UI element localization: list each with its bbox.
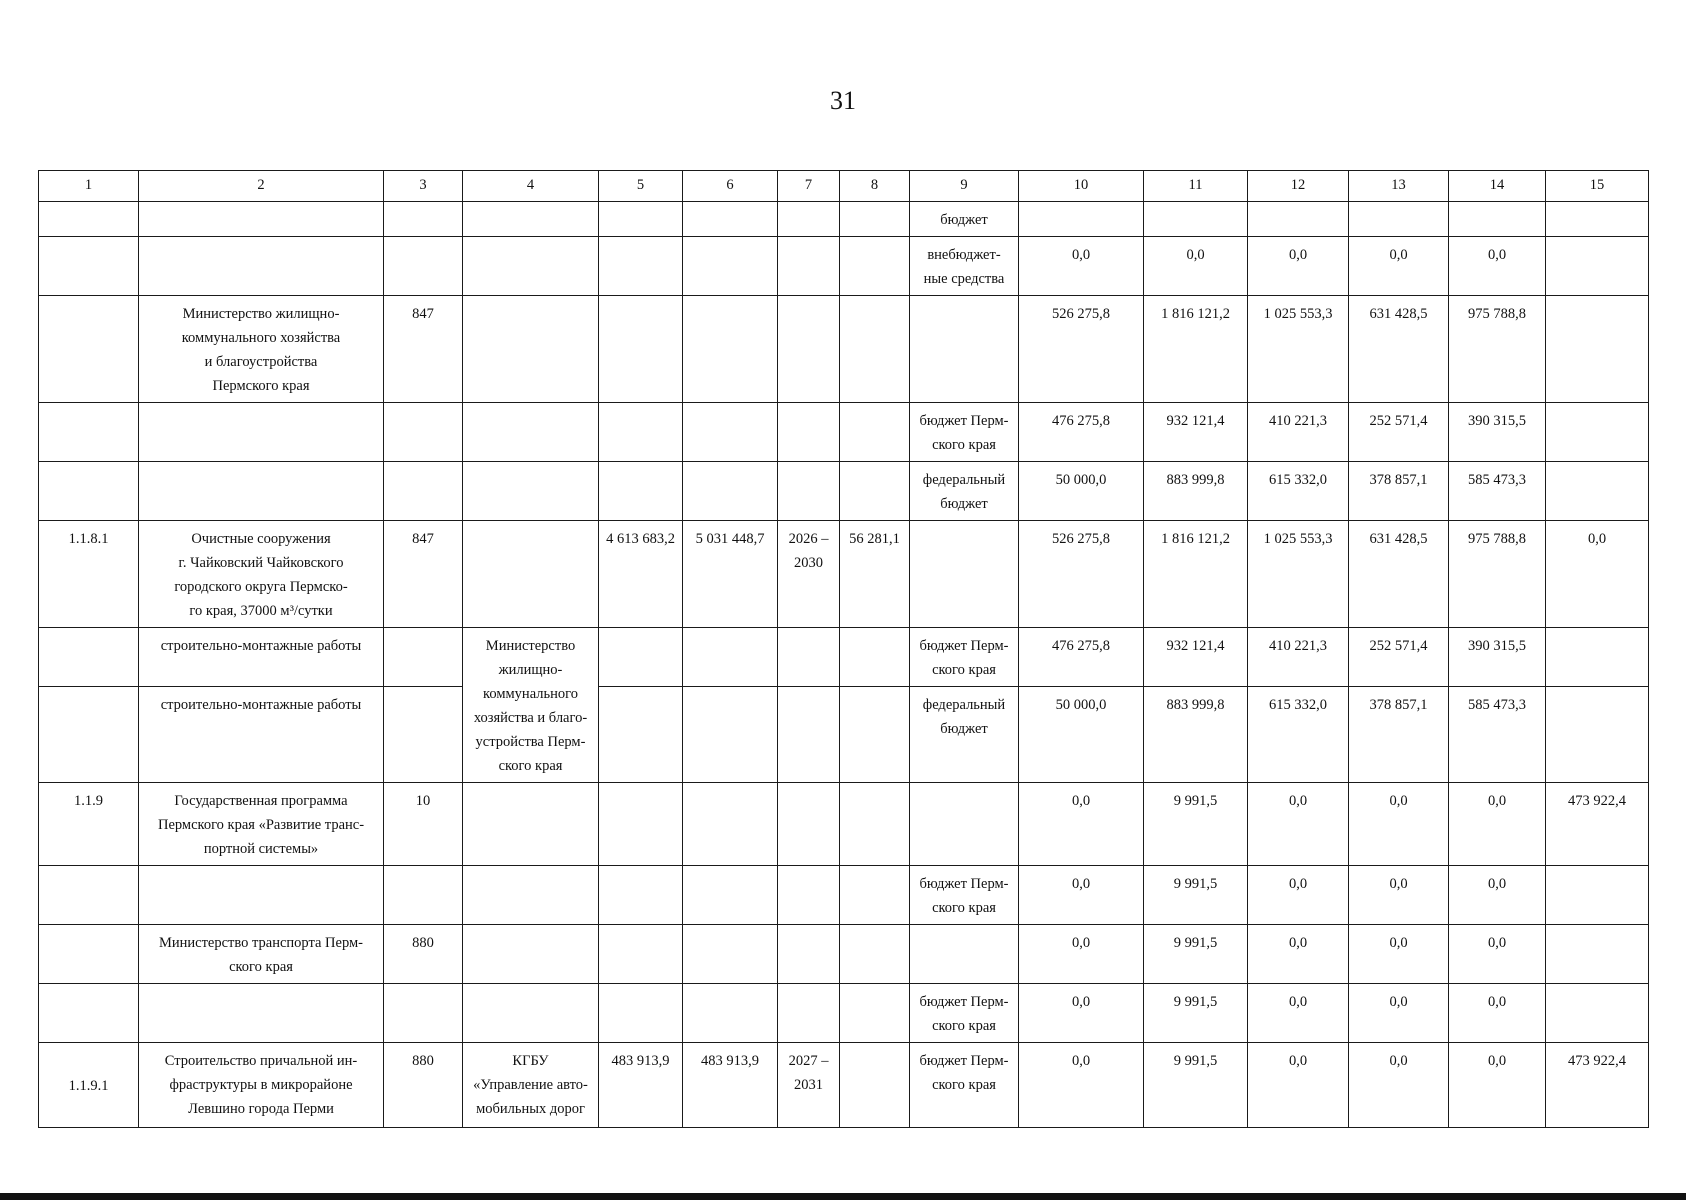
item-number-cell [39, 403, 139, 462]
column-number: 4 [463, 171, 599, 202]
item-name-cell [139, 237, 384, 296]
value-cell: 9 991,5 [1144, 984, 1248, 1043]
period-cell [778, 783, 840, 866]
value-cell [1546, 403, 1649, 462]
value-cell: 883 999,8 [1144, 462, 1248, 521]
cost-cell [683, 202, 778, 237]
value-cell: 50 000,0 [1019, 462, 1144, 521]
column-number: 11 [1144, 171, 1248, 202]
item-name-cell [139, 462, 384, 521]
customer-cell [463, 237, 599, 296]
cost-cell [683, 237, 778, 296]
estimated-cost-cell: 4 613 683,2 [599, 521, 683, 628]
item-number-cell [39, 202, 139, 237]
item-number-cell [39, 628, 139, 687]
value-cell: 0,0 [1019, 984, 1144, 1043]
value-cell [1546, 237, 1649, 296]
value-cell: 0,0 [1449, 1043, 1546, 1128]
period-cell: 2026 – 2030 [778, 521, 840, 628]
item-name-cell [139, 984, 384, 1043]
cost-cell [683, 925, 778, 984]
cost-cell: 5 031 448,7 [683, 521, 778, 628]
customer-cell [463, 462, 599, 521]
column-number: 14 [1449, 171, 1546, 202]
period-cell [778, 687, 840, 783]
remaining-cell [840, 925, 910, 984]
value-cell: 1 816 121,2 [1144, 296, 1248, 403]
item-name-cell: Государственная программа Пермского края «Развитие транс- портной системы» [139, 783, 384, 866]
estimated-cost-cell [599, 462, 683, 521]
value-cell: 0,0 [1248, 866, 1349, 925]
remaining-cell [840, 202, 910, 237]
column-number: 13 [1349, 171, 1449, 202]
value-cell [1449, 202, 1546, 237]
estimated-cost-cell [599, 925, 683, 984]
item-name-cell: Министерство транспорта Перм- ского края [139, 925, 384, 984]
value-cell: 410 221,3 [1248, 628, 1349, 687]
value-cell: 932 121,4 [1144, 628, 1248, 687]
value-cell [1019, 202, 1144, 237]
table-row [39, 1043, 1649, 1128]
item-name-cell: строительно-монтажные работы [139, 687, 384, 783]
value-cell: 0,0 [1248, 925, 1349, 984]
value-cell: 0,0 [1144, 237, 1248, 296]
remaining-cell [840, 1043, 910, 1128]
value-cell: 0,0 [1019, 925, 1144, 984]
table-row [39, 521, 1649, 628]
value-cell: 410 221,3 [1248, 403, 1349, 462]
remaining-cell: 56 281,1 [840, 521, 910, 628]
item-number-cell: 1.1.8.1 [39, 521, 139, 628]
value-cell: 0,0 [1248, 984, 1349, 1043]
code-cell: 847 [384, 296, 463, 403]
value-cell: 0,0 [1349, 237, 1449, 296]
period-cell [778, 866, 840, 925]
column-number: 5 [599, 171, 683, 202]
estimated-cost-cell [599, 628, 683, 687]
value-cell [1248, 202, 1349, 237]
value-cell: 526 275,8 [1019, 521, 1144, 628]
value-cell: 883 999,8 [1144, 687, 1248, 783]
remaining-cell [840, 237, 910, 296]
item-number-cell [39, 296, 139, 403]
customer-cell [463, 202, 599, 237]
table-header-row [39, 171, 1649, 202]
customer-cell [463, 866, 599, 925]
customer-cell [463, 296, 599, 403]
customer-cell [463, 984, 599, 1043]
cost-cell [683, 687, 778, 783]
code-cell [384, 866, 463, 925]
item-number-cell [39, 984, 139, 1043]
cost-cell: 483 913,9 [683, 1043, 778, 1128]
customer-cell [463, 403, 599, 462]
funding-source-cell: бюджет [910, 202, 1019, 237]
value-cell: 0,0 [1449, 783, 1546, 866]
value-cell: 0,0 [1248, 237, 1349, 296]
value-cell: 9 991,5 [1144, 925, 1248, 984]
value-cell: 1 816 121,2 [1144, 521, 1248, 628]
column-number: 8 [840, 171, 910, 202]
column-number: 10 [1019, 171, 1144, 202]
value-cell: 0,0 [1019, 1043, 1144, 1128]
value-cell: 526 275,8 [1019, 296, 1144, 403]
value-cell: 252 571,4 [1349, 403, 1449, 462]
value-cell: 473 922,4 [1546, 1043, 1649, 1128]
table-row [39, 628, 1649, 687]
funding-source-cell: бюджет Перм- ского края [910, 984, 1019, 1043]
item-name-cell [139, 202, 384, 237]
funding-source-cell: бюджет Перм- ского края [910, 403, 1019, 462]
code-cell: 10 [384, 783, 463, 866]
value-cell: 1 025 553,3 [1248, 521, 1349, 628]
item-number-cell [39, 687, 139, 783]
code-cell [384, 687, 463, 783]
value-cell: 0,0 [1019, 783, 1144, 866]
value-cell: 0,0 [1248, 1043, 1349, 1128]
page-number: 31 [830, 86, 856, 115]
value-cell: 631 428,5 [1349, 296, 1449, 403]
value-cell: 0,0 [1449, 866, 1546, 925]
period-cell [778, 296, 840, 403]
item-name-cell [139, 866, 384, 925]
value-cell: 585 473,3 [1449, 687, 1546, 783]
value-cell [1144, 202, 1248, 237]
period-cell [778, 462, 840, 521]
cost-cell [683, 628, 778, 687]
code-cell [384, 984, 463, 1043]
item-name-cell [139, 403, 384, 462]
funding-source-cell [910, 925, 1019, 984]
remaining-cell [840, 687, 910, 783]
value-cell: 585 473,3 [1449, 462, 1546, 521]
item-name-cell: Очистные сооружения г. Чайковский Чайковского городского округа Пермско- го края, 37000 м³/сутки [139, 521, 384, 628]
funding-source-cell [910, 296, 1019, 403]
code-cell: 847 [384, 521, 463, 628]
period-cell: 2027 – 2031 [778, 1043, 840, 1128]
table-row [39, 202, 1649, 237]
item-name-cell: Министерство жилищно- коммунального хозяйства и благоустройства Пермского края [139, 296, 384, 403]
funding-source-cell: внебюджет- ные средства [910, 237, 1019, 296]
code-cell [384, 462, 463, 521]
funding-source-cell [910, 521, 1019, 628]
value-cell: 476 275,8 [1019, 628, 1144, 687]
estimated-cost-cell [599, 237, 683, 296]
period-cell [778, 202, 840, 237]
value-cell: 615 332,0 [1248, 687, 1349, 783]
column-number: 7 [778, 171, 840, 202]
customer-cell: Министерство жилищно- коммунального хозяйства и благо- устройства Перм- ского края [463, 628, 599, 783]
table-row [39, 783, 1649, 866]
value-cell: 0,0 [1449, 925, 1546, 984]
funding-source-cell: федеральный бюджет [910, 687, 1019, 783]
customer-cell: КГБУ «Управление авто- мобильных дорог [463, 1043, 599, 1128]
value-cell: 9 991,5 [1144, 783, 1248, 866]
value-cell: 390 315,5 [1449, 628, 1546, 687]
value-cell: 975 788,8 [1449, 521, 1546, 628]
remaining-cell [840, 984, 910, 1043]
value-cell [1546, 628, 1649, 687]
value-cell: 0,0 [1449, 237, 1546, 296]
estimated-cost-cell [599, 984, 683, 1043]
value-cell: 0,0 [1349, 866, 1449, 925]
value-cell: 615 332,0 [1248, 462, 1349, 521]
cost-cell [683, 984, 778, 1043]
value-cell: 0,0 [1349, 783, 1449, 866]
value-cell: 0,0 [1349, 984, 1449, 1043]
value-cell: 9 991,5 [1144, 1043, 1248, 1128]
customer-cell [463, 925, 599, 984]
value-cell: 0,0 [1546, 521, 1649, 628]
remaining-cell [840, 866, 910, 925]
value-cell: 476 275,8 [1019, 403, 1144, 462]
value-cell: 252 571,4 [1349, 628, 1449, 687]
table-row [39, 296, 1649, 403]
value-cell: 378 857,1 [1349, 462, 1449, 521]
period-cell [778, 925, 840, 984]
customer-cell [463, 521, 599, 628]
value-cell: 0,0 [1019, 237, 1144, 296]
estimated-cost-cell [599, 296, 683, 403]
funding-source-cell: бюджет Перм- ского края [910, 866, 1019, 925]
code-cell [384, 403, 463, 462]
code-cell [384, 202, 463, 237]
value-cell [1546, 687, 1649, 783]
code-cell: 880 [384, 1043, 463, 1128]
column-number: 12 [1248, 171, 1349, 202]
table-row [39, 403, 1649, 462]
estimated-cost-cell [599, 403, 683, 462]
value-cell: 0,0 [1349, 925, 1449, 984]
column-number: 2 [139, 171, 384, 202]
value-cell: 9 991,5 [1144, 866, 1248, 925]
value-cell: 0,0 [1349, 1043, 1449, 1128]
item-number-cell: 1.1.9 [39, 783, 139, 866]
cost-cell [683, 296, 778, 403]
funding-source-cell: бюджет Перм- ского края [910, 628, 1019, 687]
value-cell: 975 788,8 [1449, 296, 1546, 403]
item-number-cell [39, 925, 139, 984]
item-name-cell: строительно-монтажные работы [139, 628, 384, 687]
value-cell: 1 025 553,3 [1248, 296, 1349, 403]
column-number: 3 [384, 171, 463, 202]
value-cell: 390 315,5 [1449, 403, 1546, 462]
estimated-cost-cell: 483 913,9 [599, 1043, 683, 1128]
estimated-cost-cell [599, 687, 683, 783]
column-number: 1 [39, 171, 139, 202]
cost-cell [683, 783, 778, 866]
period-cell [778, 403, 840, 462]
value-cell: 473 922,4 [1546, 783, 1649, 866]
cost-cell [683, 462, 778, 521]
column-number: 9 [910, 171, 1019, 202]
remaining-cell [840, 783, 910, 866]
period-cell [778, 984, 840, 1043]
funding-source-cell: федеральный бюджет [910, 462, 1019, 521]
budget-table [38, 170, 1649, 1128]
table-row [39, 866, 1649, 925]
funding-source-cell: бюджет Перм- ского края [910, 1043, 1019, 1128]
value-cell: 0,0 [1019, 866, 1144, 925]
period-cell [778, 237, 840, 296]
item-number-cell [39, 866, 139, 925]
value-cell: 0,0 [1449, 984, 1546, 1043]
cost-cell [683, 866, 778, 925]
value-cell: 378 857,1 [1349, 687, 1449, 783]
value-cell [1546, 984, 1649, 1043]
cost-cell [683, 403, 778, 462]
code-cell [384, 628, 463, 687]
estimated-cost-cell [599, 866, 683, 925]
column-number: 15 [1546, 171, 1649, 202]
estimated-cost-cell [599, 202, 683, 237]
value-cell: 631 428,5 [1349, 521, 1449, 628]
remaining-cell [840, 296, 910, 403]
table-row [39, 462, 1649, 521]
funding-source-cell [910, 783, 1019, 866]
value-cell: 932 121,4 [1144, 403, 1248, 462]
item-number-cell [39, 462, 139, 521]
item-name-cell: Строительство причальной ин- фраструктуры в микрорайоне Левшино города Перми [139, 1043, 384, 1128]
value-cell [1546, 296, 1649, 403]
value-cell: 50 000,0 [1019, 687, 1144, 783]
remaining-cell [840, 628, 910, 687]
table-row [39, 237, 1649, 296]
item-number-cell [39, 237, 139, 296]
scan-edge-bar [0, 1193, 1686, 1200]
table-row [39, 925, 1649, 984]
table-row [39, 687, 1649, 783]
column-number: 6 [683, 171, 778, 202]
period-cell [778, 628, 840, 687]
customer-cell [463, 783, 599, 866]
remaining-cell [840, 403, 910, 462]
value-cell [1546, 925, 1649, 984]
value-cell [1349, 202, 1449, 237]
remaining-cell [840, 462, 910, 521]
value-cell [1546, 462, 1649, 521]
table-row [39, 984, 1649, 1043]
code-cell: 880 [384, 925, 463, 984]
value-cell [1546, 202, 1649, 237]
item-number-cell: 1.1.9.1 [39, 1043, 139, 1128]
value-cell [1546, 866, 1649, 925]
code-cell [384, 237, 463, 296]
value-cell: 0,0 [1248, 783, 1349, 866]
estimated-cost-cell [599, 783, 683, 866]
